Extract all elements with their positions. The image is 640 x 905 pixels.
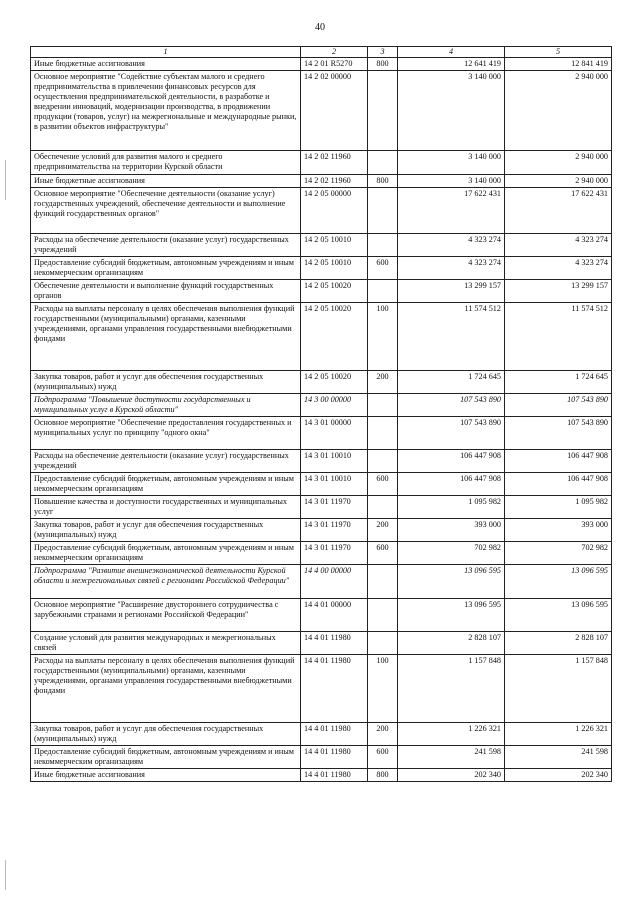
row-name: Создание условий для развития международных и межрегиональных связей xyxy=(31,632,301,655)
row-target-code: 14 3 01 11970 xyxy=(301,542,368,565)
row-target-code: 14 2 02 00000 xyxy=(301,71,368,151)
scan-edge-mark xyxy=(5,160,6,200)
row-expense-type: 800 xyxy=(368,175,398,188)
row-name: Предоставление субсидий бюджетным, автономным учреждениям и иным некоммерческим организациям xyxy=(31,542,301,565)
row-expense-type xyxy=(368,280,398,303)
row-amount-year-1: 1 157 848 xyxy=(398,655,505,723)
budget-table xyxy=(30,46,612,782)
row-name: Основное мероприятие "Обеспечение предоставления государственных и муниципальных услуг по принципу "одного окна" xyxy=(31,417,301,450)
row-target-code: 14 2 05 10020 xyxy=(301,280,368,303)
row-expense-type xyxy=(368,71,398,151)
table-row xyxy=(31,565,612,599)
row-target-code: 14 2 05 10010 xyxy=(301,234,368,257)
row-name: Иные бюджетные ассигнования xyxy=(31,769,301,782)
row-target-code: 14 3 01 11970 xyxy=(301,496,368,519)
row-expense-type xyxy=(368,151,398,175)
row-target-code: 14 3 01 10010 xyxy=(301,473,368,496)
table-row xyxy=(31,394,612,417)
row-expense-type: 600 xyxy=(368,542,398,565)
table-row xyxy=(31,450,612,473)
table-row xyxy=(31,632,612,655)
row-target-code: 14 4 01 11980 xyxy=(301,723,368,746)
table-row xyxy=(31,280,612,303)
row-amount-year-1: 241 598 xyxy=(398,746,505,769)
table-row xyxy=(31,473,612,496)
row-amount-year-1: 12 641 419 xyxy=(398,58,505,71)
row-expense-type xyxy=(368,394,398,417)
row-amount-year-1: 107 543 890 xyxy=(398,394,505,417)
column-number-3: 3 xyxy=(368,47,398,58)
table-row xyxy=(31,303,612,371)
table-row xyxy=(31,151,612,175)
table-row xyxy=(31,417,612,450)
row-amount-year-1: 17 622 431 xyxy=(398,188,505,234)
row-name: Подпрограмма "Развитие внешнеэкономической деятельности Курской области и межрегиональных связей с регионами Российской Федерации" xyxy=(31,565,301,599)
row-amount-year-1: 4 323 274 xyxy=(398,257,505,280)
row-target-code: 14 2 02 11960 xyxy=(301,175,368,188)
row-name: Закупка товаров, работ и услуг для обеспечения государственных (муниципальных) нужд xyxy=(31,371,301,394)
row-amount-year-1: 4 323 274 xyxy=(398,234,505,257)
row-name: Иные бюджетные ассигнования xyxy=(31,175,301,188)
row-amount-year-2: 1 226 321 xyxy=(505,723,612,746)
row-amount-year-2: 17 622 431 xyxy=(505,188,612,234)
row-amount-year-2: 13 096 595 xyxy=(505,565,612,599)
row-name: Предоставление субсидий бюджетным, автономным учреждениям и иным некоммерческим организациям xyxy=(31,257,301,280)
row-expense-type xyxy=(368,632,398,655)
row-target-code: 14 3 01 11970 xyxy=(301,519,368,542)
table-header-row xyxy=(31,47,612,58)
row-amount-year-2: 4 323 274 xyxy=(505,257,612,280)
row-amount-year-2: 106 447 908 xyxy=(505,473,612,496)
row-expense-type xyxy=(368,450,398,473)
row-expense-type xyxy=(368,188,398,234)
row-name: Расходы на выплаты персоналу в целях обеспечения выполнения функций государственными (муниципальными) органами, казенными учреждениями, органами управления государственными внебюджетными фондами xyxy=(31,655,301,723)
row-amount-year-2: 13 299 157 xyxy=(505,280,612,303)
row-amount-year-2: 202 340 xyxy=(505,769,612,782)
row-expense-type: 100 xyxy=(368,303,398,371)
row-amount-year-2: 11 574 512 xyxy=(505,303,612,371)
row-amount-year-2: 2 828 107 xyxy=(505,632,612,655)
row-amount-year-1: 11 574 512 xyxy=(398,303,505,371)
row-target-code: 14 3 00 00000 xyxy=(301,394,368,417)
row-target-code: 14 3 01 00000 xyxy=(301,417,368,450)
table-row xyxy=(31,496,612,519)
row-expense-type xyxy=(368,234,398,257)
row-amount-year-1: 106 447 908 xyxy=(398,473,505,496)
row-amount-year-2: 2 940 000 xyxy=(505,71,612,151)
scan-edge-mark xyxy=(5,860,6,890)
row-amount-year-1: 3 140 000 xyxy=(398,151,505,175)
table-row xyxy=(31,519,612,542)
row-amount-year-1: 393 000 xyxy=(398,519,505,542)
row-expense-type xyxy=(368,496,398,519)
row-expense-type: 200 xyxy=(368,723,398,746)
row-name: Расходы на обеспечение деятельности (оказание услуг) государственных учреждений xyxy=(31,450,301,473)
row-amount-year-2: 1 095 982 xyxy=(505,496,612,519)
table-row xyxy=(31,175,612,188)
table-row xyxy=(31,234,612,257)
row-amount-year-2: 241 598 xyxy=(505,746,612,769)
row-amount-year-2: 1 157 848 xyxy=(505,655,612,723)
row-target-code: 14 2 02 11960 xyxy=(301,151,368,175)
row-name: Обеспечение деятельности и выполнение функций государственных органов xyxy=(31,280,301,303)
table-row xyxy=(31,257,612,280)
table-row xyxy=(31,746,612,769)
table-row xyxy=(31,188,612,234)
row-expense-type: 800 xyxy=(368,769,398,782)
table-row xyxy=(31,58,612,71)
row-target-code: 14 4 01 11980 xyxy=(301,769,368,782)
row-target-code: 14 4 01 00000 xyxy=(301,599,368,632)
page-number: 40 xyxy=(315,22,325,33)
row-amount-year-2: 13 096 595 xyxy=(505,599,612,632)
row-amount-year-1: 13 096 595 xyxy=(398,565,505,599)
row-name: Иные бюджетные ассигнования xyxy=(31,58,301,71)
table-row xyxy=(31,542,612,565)
table-row xyxy=(31,655,612,723)
row-target-code: 14 4 01 11980 xyxy=(301,746,368,769)
column-number-1: 1 xyxy=(31,47,301,58)
row-target-code: 14 2 01 R5270 xyxy=(301,58,368,71)
row-amount-year-1: 107 543 890 xyxy=(398,417,505,450)
row-amount-year-1: 13 096 595 xyxy=(398,599,505,632)
column-number-2: 2 xyxy=(301,47,368,58)
row-target-code: 14 4 00 00000 xyxy=(301,565,368,599)
row-expense-type: 600 xyxy=(368,746,398,769)
row-name: Предоставление субсидий бюджетным, автономным учреждениям и иным некоммерческим организациям xyxy=(31,473,301,496)
row-name: Подпрограмма "Повышение доступности государственных и муниципальных услуг в Курской области" xyxy=(31,394,301,417)
row-amount-year-2: 12 841 419 xyxy=(505,58,612,71)
row-amount-year-2: 4 323 274 xyxy=(505,234,612,257)
row-expense-type: 200 xyxy=(368,519,398,542)
row-name: Основное мероприятие "Содействие субъектам малого и среднего предпринимательства в привлечении финансовых ресурсов для осуществления предпринимательской деятельности, в разработке и внедрении инноваций, модернизации производства, в продвижении продукции (товаров, услуг) на межрегиональные и международные рынки, в развитии объектов инфраструктуры" xyxy=(31,71,301,151)
row-expense-type: 600 xyxy=(368,257,398,280)
table-row xyxy=(31,769,612,782)
row-target-code: 14 4 01 11980 xyxy=(301,655,368,723)
row-amount-year-1: 702 982 xyxy=(398,542,505,565)
row-target-code: 14 2 05 10020 xyxy=(301,371,368,394)
row-target-code: 14 2 05 00000 xyxy=(301,188,368,234)
row-amount-year-2: 393 000 xyxy=(505,519,612,542)
row-amount-year-1: 1 095 982 xyxy=(398,496,505,519)
row-name: Обеспечение условий для развития малого и среднего предпринимательства на территории Курской области xyxy=(31,151,301,175)
row-expense-type: 200 xyxy=(368,371,398,394)
table-row xyxy=(31,723,612,746)
row-amount-year-2: 2 940 000 xyxy=(505,151,612,175)
row-name: Предоставление субсидий бюджетным, автономным учреждениям и иным некоммерческим организациям xyxy=(31,746,301,769)
table-row xyxy=(31,371,612,394)
row-amount-year-1: 202 340 xyxy=(398,769,505,782)
row-amount-year-2: 2 940 000 xyxy=(505,175,612,188)
row-amount-year-2: 107 543 890 xyxy=(505,417,612,450)
row-expense-type: 800 xyxy=(368,58,398,71)
row-amount-year-1: 3 140 000 xyxy=(398,175,505,188)
row-amount-year-2: 106 447 908 xyxy=(505,450,612,473)
table-row xyxy=(31,599,612,632)
row-target-code: 14 3 01 10010 xyxy=(301,450,368,473)
row-name: Расходы на выплаты персоналу в целях обеспечения выполнения функций государственными (муниципальными) органами, казенными учреждениями, органами управления государственными внебюджетными фондами xyxy=(31,303,301,371)
row-amount-year-2: 107 543 890 xyxy=(505,394,612,417)
column-number-4: 4 xyxy=(398,47,505,58)
row-name: Закупка товаров, работ и услуг для обеспечения государственных (муниципальных) нужд xyxy=(31,519,301,542)
row-amount-year-1: 3 140 000 xyxy=(398,71,505,151)
row-expense-type: 100 xyxy=(368,655,398,723)
row-expense-type xyxy=(368,599,398,632)
row-target-code: 14 2 05 10010 xyxy=(301,257,368,280)
row-target-code: 14 2 05 10020 xyxy=(301,303,368,371)
row-amount-year-1: 106 447 908 xyxy=(398,450,505,473)
row-name: Закупка товаров, работ и услуг для обеспечения государственных (муниципальных) нужд xyxy=(31,723,301,746)
table-row xyxy=(31,71,612,151)
row-target-code: 14 4 01 11980 xyxy=(301,632,368,655)
row-expense-type xyxy=(368,565,398,599)
row-amount-year-1: 1 226 321 xyxy=(398,723,505,746)
column-number-5: 5 xyxy=(505,47,612,58)
row-name: Основное мероприятие "Расширение двустороннего сотрудничества с зарубежными странами и регионами Российской Федерации" xyxy=(31,599,301,632)
row-amount-year-2: 702 982 xyxy=(505,542,612,565)
row-name: Основное мероприятие "Обеспечение деятельности (оказание услуг) государственных учреждений, обеспечение деятельности и выполнение функций государственных органов" xyxy=(31,188,301,234)
row-amount-year-2: 1 724 645 xyxy=(505,371,612,394)
row-expense-type xyxy=(368,417,398,450)
row-amount-year-1: 1 724 645 xyxy=(398,371,505,394)
row-amount-year-1: 2 828 107 xyxy=(398,632,505,655)
row-amount-year-1: 13 299 157 xyxy=(398,280,505,303)
row-expense-type: 600 xyxy=(368,473,398,496)
row-name: Расходы на обеспечение деятельности (оказание услуг) государственных учреждений xyxy=(31,234,301,257)
row-name: Повышение качества и доступности государственных и муниципальных услуг xyxy=(31,496,301,519)
